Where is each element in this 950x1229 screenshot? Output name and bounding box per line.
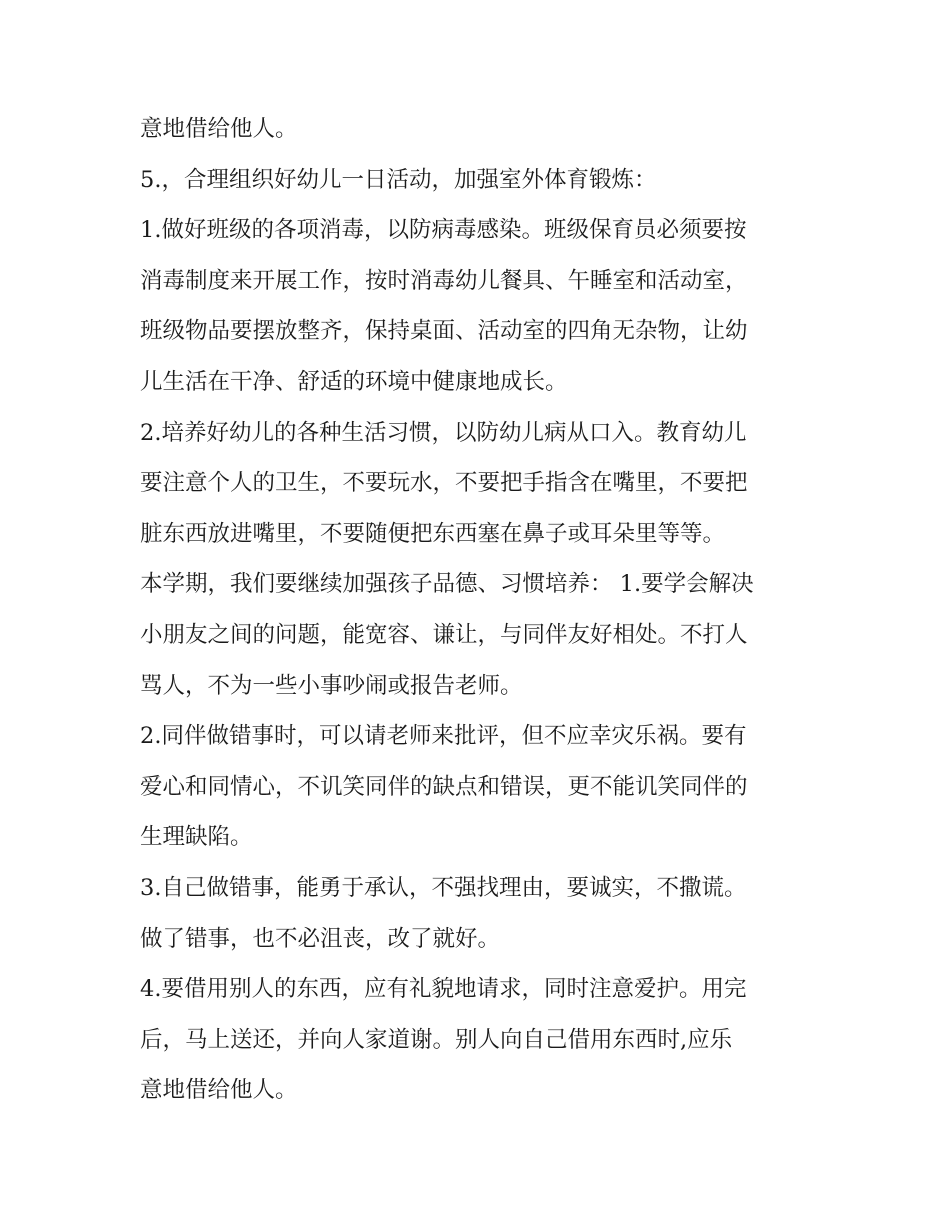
text-line: 要注意个人的卫生，不要玩水，不要把手指含在嘴里，不要把 [140,470,748,497]
text-line: 脏东西放进嘴里，不要随便把东西塞在鼻子或耳朵里等等。 [140,520,726,547]
text-line: 做了错事，也不必沮丧，改了就好。 [140,925,501,952]
text-line: 2.培养好幼儿的各种生活习惯，以防幼儿病从口入。教育幼儿 [140,419,747,446]
text-line: 骂人，不为一些小事吵闹或报告老师。 [140,672,523,699]
document-body [140,104,830,1116]
text-line: 3.自己做错事，能勇于承认，不强找理由，要诚实，不撒谎。 [140,874,747,901]
text-line: 爱心和同情心，不讥笑同伴的缺点和错误，更不能讥笑同伴的 [140,773,748,800]
text-line: 消毒制度来开展工作，按时消毒幼儿餐具、午睡室和活动室， [140,267,748,294]
text-line: 2.同伴做错事时，可以请老师来批评，但不应幸灾乐祸。要有 [140,723,747,750]
text-line: 班级物品要摆放整齐，保持桌面、活动室的四角无杂物，让幼 [140,318,748,345]
text-line: 后，马上送还，并向人家道谢。别人向自己借用东西时,应乐 [140,1026,733,1053]
text-line: 生理缺陷。 [140,824,253,851]
text-line: 4.要借用别人的东西，应有礼貌地请求，同时注意爱护。用完 [140,976,747,1003]
text-line: 意地借给他人。 [140,1077,298,1104]
text-line: 儿生活在干净、舒适的环境中健康地成长。 [140,368,568,395]
text-line: 小朋友之间的问题，能宽容、谦让，与同伴友好相处。不打人 [140,621,748,648]
text-line: 5.，合理组织好幼儿一日活动，加强室外体育锻炼： [140,166,657,193]
text-line: 意地借给他人。 [140,116,298,142]
text-line: 本学期，我们要继续加强孩子品德、习惯培养： 1.要学会解决 [140,571,754,598]
text-line: 1.做好班级的各项消毒，以防病毒感染。班级保育员必须要按 [140,217,747,244]
